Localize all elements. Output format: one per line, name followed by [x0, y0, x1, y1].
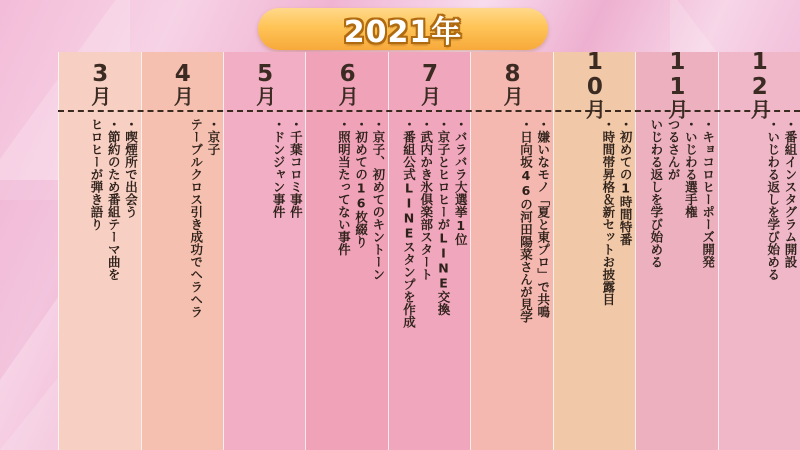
- month-suffix: 月: [170, 86, 195, 105]
- event-item: ・京子とヒロヒーがLINE交換: [436, 118, 451, 316]
- event-item: ・バラバラ大選挙1位: [453, 118, 469, 246]
- event-item: ・番組インスタグラム開設: [783, 118, 798, 268]
- month-label: [171, 56, 194, 110]
- event-item: ・番組公式LINEスタンプを作成: [401, 118, 417, 328]
- month-number: 7: [417, 61, 444, 86]
- event-list: [142, 118, 223, 418]
- event-list: [224, 118, 305, 418]
- event-list: [719, 118, 800, 418]
- month-number: 10: [581, 48, 608, 99]
- month-number: 11: [664, 48, 691, 99]
- event-list: [389, 118, 470, 418]
- event-item: ・いじわる選手権: [683, 118, 699, 218]
- event-list: [636, 118, 717, 418]
- month-suffix: 月: [499, 86, 524, 105]
- event-list: [554, 118, 635, 418]
- title-banner: [258, 8, 548, 50]
- event-list: [59, 118, 140, 418]
- month-label: [87, 56, 114, 110]
- event-item: ・初めての16枚綴り: [353, 118, 369, 248]
- month-suffix: 月: [664, 98, 689, 118]
- month-number: 4: [169, 61, 196, 86]
- month-number: 8: [499, 61, 526, 86]
- event-item: ・初めての1時間特番: [618, 118, 634, 246]
- month-label: [581, 48, 608, 118]
- event-item: ・京子、初めてのキントーン: [370, 118, 386, 281]
- event-item: ・照明当たってない事件: [336, 118, 352, 256]
- event-list: [471, 118, 552, 418]
- month-label: [417, 56, 444, 110]
- month-label: [664, 48, 691, 118]
- event-item: ・時間帯昇格＆新セットお披露目: [600, 118, 616, 306]
- month-suffix: 月: [747, 98, 772, 118]
- event-item: つるさんが: [666, 118, 682, 181]
- event-item: ・日向坂46の河田陽菜さんが見学: [518, 118, 534, 323]
- month-suffix: 月: [335, 86, 360, 105]
- page-title: 2021年: [343, 15, 463, 50]
- event-item: ・キョコロヒーポーズ開発: [700, 118, 716, 268]
- month-label: [746, 48, 773, 118]
- month-label: [252, 56, 279, 110]
- header-divider: [58, 110, 800, 112]
- month-number: 3: [87, 61, 114, 86]
- month-number: 12: [746, 48, 773, 99]
- event-item: ・嫌いなモノ「夏と東プロ」で共鳴: [535, 118, 551, 318]
- event-item: ・武内かき氷倶楽部スタート: [418, 118, 434, 281]
- event-item: ・喫煙所で出会う: [123, 118, 139, 218]
- event-list: [306, 118, 387, 418]
- month-suffix: 月: [582, 98, 607, 118]
- event-item: テーブルクロス引き成功でヘラヘラ: [188, 118, 204, 318]
- event-item: いじわる返しを学び始める: [648, 118, 664, 268]
- month-number: 6: [334, 61, 361, 86]
- month-label: [336, 56, 359, 110]
- event-item: ・千葉コロミ事件: [288, 118, 304, 218]
- month-suffix: 月: [417, 86, 442, 105]
- month-label: [499, 56, 526, 110]
- event-item: ・いじわる返しを学び始める: [765, 118, 781, 281]
- month-suffix: 月: [252, 86, 277, 105]
- event-item: ・節約のため番組テーマ曲を: [106, 118, 122, 281]
- month-number: 5: [252, 61, 279, 86]
- month-suffix: 月: [87, 86, 112, 105]
- event-item: ・ドンジャン事件: [271, 118, 287, 218]
- event-item: ・京子: [205, 118, 221, 156]
- event-item: ヒロヒーが弾き語り: [89, 118, 104, 231]
